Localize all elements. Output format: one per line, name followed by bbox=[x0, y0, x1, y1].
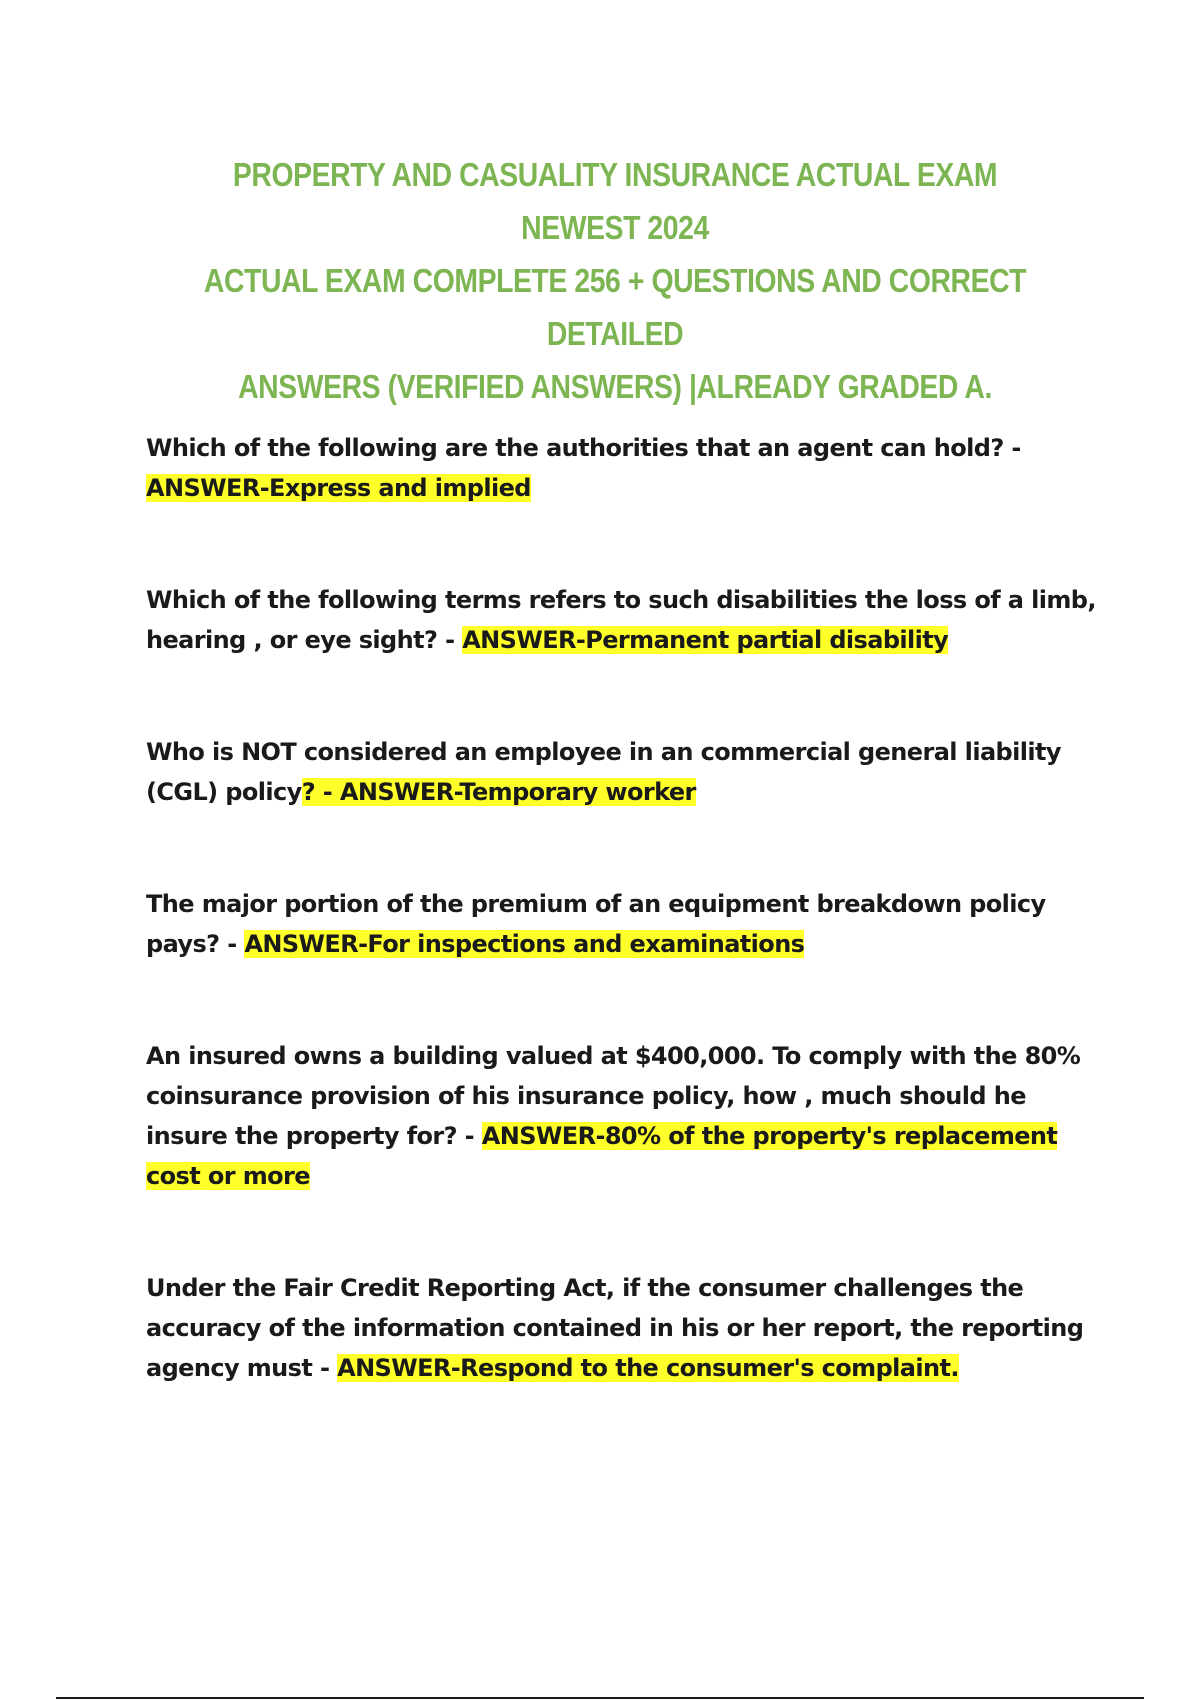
qa-item-3 bbox=[146, 732, 1106, 812]
qa-item-2 bbox=[146, 580, 1106, 660]
qa-item-1 bbox=[146, 428, 1106, 508]
document-title bbox=[189, 148, 1040, 413]
qa-item-6 bbox=[146, 1268, 1106, 1388]
answer-highlight: ANSWER-Express and implied bbox=[146, 474, 531, 502]
answer-highlight: ? - ANSWER-Temporary worker bbox=[301, 778, 696, 806]
answer-highlight: ANSWER-For inspections and examinations bbox=[244, 930, 805, 958]
question-text: An insured owns a building valued at $400,000. To comply with the 80% coinsurance provision of his insurance policy, how , much should he insure the property for? - bbox=[146, 1042, 1081, 1150]
answer-highlight: ANSWER-Permanent partial disability bbox=[462, 626, 949, 654]
question-text: Which of the following are the authorities that an agent can hold? - bbox=[146, 434, 1021, 462]
question-text: Under the Fair Credit Reporting Act, if the consumer challenges the accuracy of the information contained in his or her report, the reporting agency must - bbox=[146, 1274, 1084, 1382]
question-text: Who is NOT considered an employee in an commercial general liability (CGL) policy bbox=[146, 738, 1061, 806]
question-text: The major portion of the premium of an equipment breakdown policy pays? - bbox=[146, 890, 1046, 958]
qa-item-5 bbox=[146, 1036, 1106, 1196]
title-line-3: ANSWERS (VERIFIED ANSWERS) |ALREADY GRADED A. bbox=[238, 368, 992, 405]
qa-item-4 bbox=[146, 884, 1106, 964]
footer-divider bbox=[56, 1697, 1144, 1699]
qa-list bbox=[146, 428, 1106, 1460]
title-line-2: ACTUAL EXAM COMPLETE 256 + QUESTIONS AND CORRECT DETAILED bbox=[203, 262, 1027, 352]
question-text: Which of the following terms refers to such disabilities the loss of a limb, hearing , or eye sight? - bbox=[146, 586, 1096, 654]
answer-highlight: ANSWER-Respond to the consumer's complaint. bbox=[337, 1354, 959, 1382]
title-line-1: PROPERTY AND CASUALITY INSURANCE ACTUAL EXAM NEWEST 2024 bbox=[232, 156, 998, 246]
answer-highlight: ANSWER-80% of the property's replacement cost or more bbox=[146, 1122, 1058, 1190]
